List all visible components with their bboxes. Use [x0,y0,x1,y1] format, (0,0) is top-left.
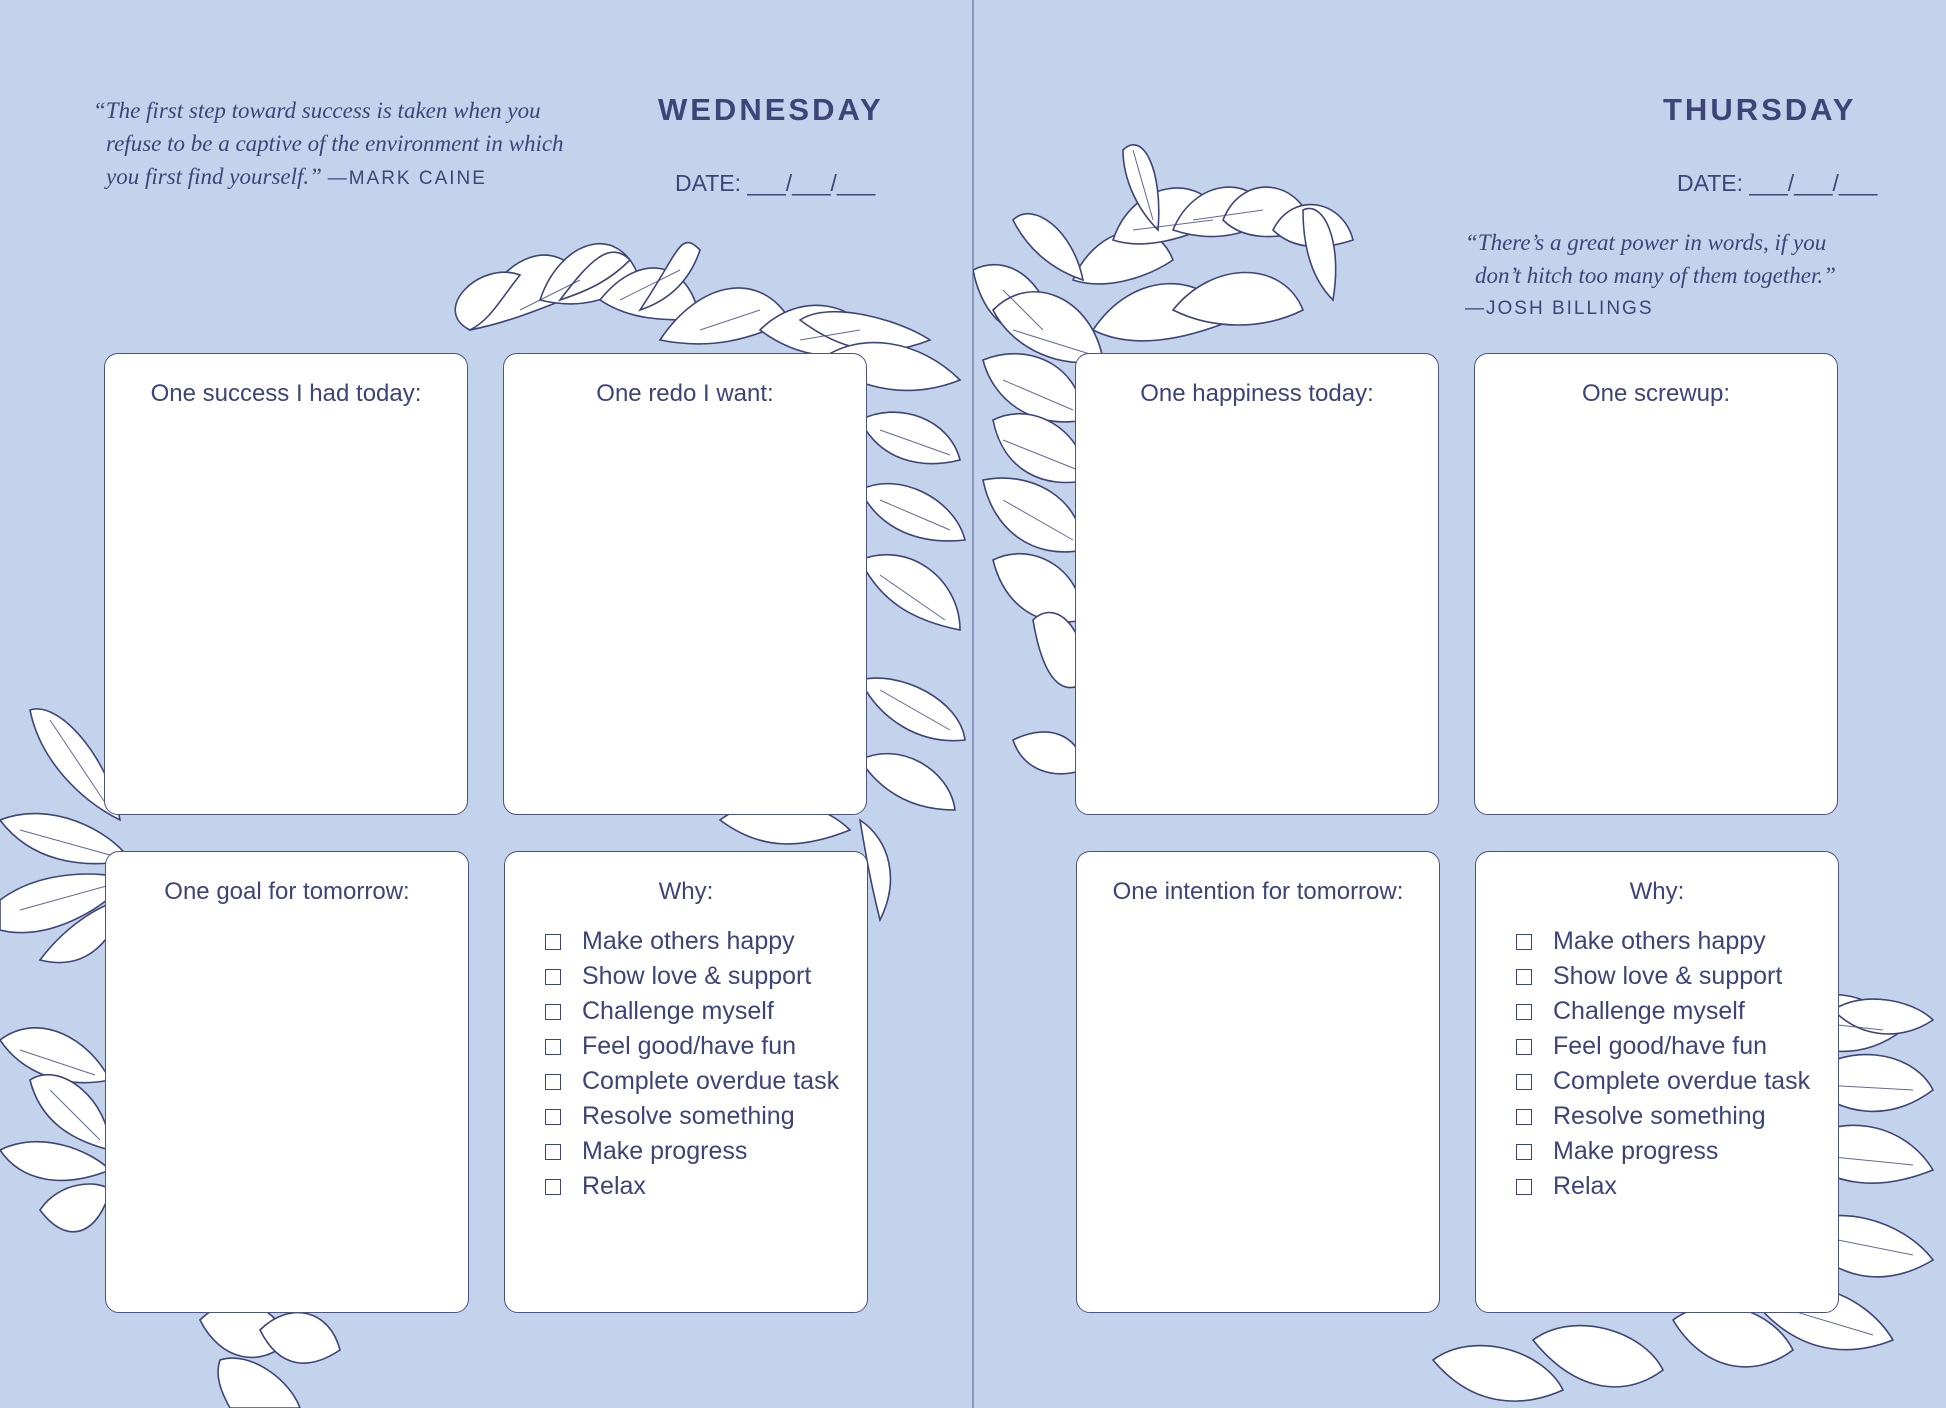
checklist-label: Make others happy [1553,927,1766,955]
quote-line: “The first step toward success is taken when you [93,98,541,123]
checkbox[interactable] [545,1074,561,1090]
checklist-label: Make progress [1553,1137,1719,1165]
quote-author: —JOSH BILLINGS [1465,298,1654,319]
checklist-label: Complete overdue task [582,1067,840,1095]
day-title-thursday: THURSDAY [1663,92,1857,127]
card-label: One happiness today: [1140,380,1374,407]
checklist-label: Feel good/have fun [582,1032,797,1060]
quote-line [106,160,564,195]
card-label: One screwup: [1581,380,1731,407]
happiness-card[interactable] [1075,353,1439,815]
date-field[interactable]: DATE: ___/___/___ [1677,170,1878,196]
checklist-label: Feel good/have fun [1553,1032,1768,1060]
checklist-label: Make progress [582,1137,748,1165]
why-card [504,851,868,1313]
quote-text: you first find yourself.” [106,164,322,189]
card-label: Why: [1629,878,1685,905]
checklist-item[interactable] [545,1134,839,1169]
checklist-item[interactable] [545,994,839,1029]
checkbox[interactable] [1516,969,1532,985]
date-field[interactable]: DATE: ___/___/___ [675,170,876,196]
checklist-label: Relax [582,1172,646,1200]
checkbox[interactable] [1516,1004,1532,1020]
checklist-item[interactable] [1516,1134,1810,1169]
checklist-item[interactable] [1516,1029,1810,1064]
right-page [973,0,1946,1408]
card-label: One success I had today: [150,380,422,407]
card-label: One redo I want: [596,380,774,407]
intention-card[interactable] [1076,851,1440,1313]
checklist-item[interactable] [1516,924,1810,959]
checkbox[interactable] [545,1004,561,1020]
checklist-item[interactable] [545,1064,839,1099]
success-card[interactable] [104,353,468,815]
card-label: One goal for tomorrow: [164,878,410,905]
checkbox[interactable] [545,1109,561,1125]
quote-line: refuse to be a captive of the environment in which [106,131,564,156]
checklist-label: Challenge myself [582,997,774,1025]
goal-card[interactable] [105,851,469,1313]
checklist-label: Challenge myself [1553,997,1745,1025]
checkbox[interactable] [1516,934,1532,950]
checklist-label: Relax [1553,1172,1617,1200]
checkbox[interactable] [1516,1074,1532,1090]
checklist-item[interactable] [545,959,839,994]
checklist-item[interactable] [545,1169,839,1204]
why-checklist [1516,924,1810,1204]
checklist-item[interactable] [1516,1099,1810,1134]
quote-author: —MARK CAINE [327,168,487,189]
card-label: One intention for tomorrow: [1112,878,1404,905]
day-title-wednesday: WEDNESDAY [658,92,884,127]
checklist-item[interactable] [1516,1064,1810,1099]
checkbox[interactable] [1516,1109,1532,1125]
checkbox[interactable] [545,1144,561,1160]
checklist-label: Resolve something [582,1102,795,1130]
wednesday-quote [93,94,564,195]
checklist-item[interactable] [545,1099,839,1134]
checklist-label: Complete overdue task [1553,1067,1811,1095]
checklist-item[interactable] [545,1029,839,1064]
screwup-card[interactable] [1474,353,1838,815]
thursday-quote [1465,226,1836,325]
quote-line: don’t hitch too many of them together.” [1475,263,1836,288]
checkbox[interactable] [1516,1039,1532,1055]
checklist-item[interactable] [1516,1169,1810,1204]
checkbox[interactable] [545,934,561,950]
checklist-item[interactable] [1516,994,1810,1029]
checklist-item[interactable] [545,924,839,959]
checkbox[interactable] [545,969,561,985]
checklist-label: Resolve something [1553,1102,1766,1130]
quote-line: “There’s a great power in words, if you [1465,230,1827,255]
redo-card[interactable] [503,353,867,815]
checkbox[interactable] [545,1179,561,1195]
checklist-label: Show love & support [1553,962,1783,990]
card-label: Why: [658,878,714,905]
checkbox[interactable] [1516,1144,1532,1160]
why-checklist [545,924,839,1204]
checklist-item[interactable] [1516,959,1810,994]
checklist-label: Make others happy [582,927,795,955]
checkbox[interactable] [1516,1179,1532,1195]
why-card [1475,851,1839,1313]
checklist-label: Show love & support [582,962,812,990]
checkbox[interactable] [545,1039,561,1055]
